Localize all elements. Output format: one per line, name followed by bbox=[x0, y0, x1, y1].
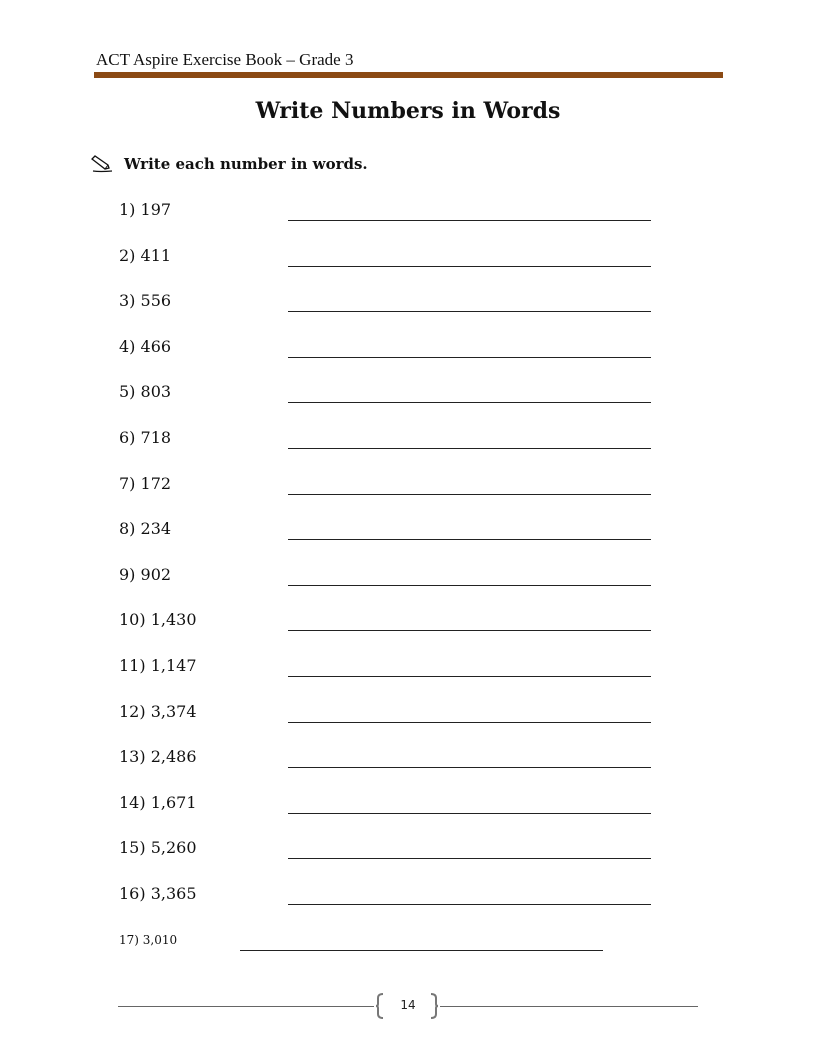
answer-line[interactable] bbox=[288, 722, 651, 723]
answer-line[interactable] bbox=[288, 904, 651, 905]
answer-line[interactable] bbox=[288, 357, 651, 358]
answer-line[interactable] bbox=[288, 266, 651, 267]
question-number: 16) 3,365 bbox=[119, 884, 197, 903]
question-number: 5) 803 bbox=[119, 382, 172, 401]
answer-line[interactable] bbox=[240, 950, 603, 951]
question-number: 4) 466 bbox=[119, 337, 172, 356]
question-number: 11) 1,147 bbox=[119, 656, 197, 675]
footer-rule-right bbox=[440, 1006, 698, 1007]
answer-line[interactable] bbox=[288, 539, 651, 540]
question-row bbox=[0, 519, 816, 549]
question-number: 3) 556 bbox=[119, 291, 172, 310]
question-number: 6) 718 bbox=[119, 428, 172, 447]
question-number: 7) 172 bbox=[119, 474, 172, 493]
instruction-text: Write each number in words. bbox=[124, 155, 368, 173]
question-row bbox=[0, 428, 816, 458]
answer-line[interactable] bbox=[288, 630, 651, 631]
question-number: 10) 1,430 bbox=[119, 610, 197, 629]
question-row bbox=[0, 838, 816, 868]
question-row bbox=[0, 702, 816, 732]
question-number: 2) 411 bbox=[119, 246, 172, 265]
question-row bbox=[0, 793, 816, 823]
answer-line[interactable] bbox=[288, 402, 651, 403]
question-number: 15) 5,260 bbox=[119, 838, 197, 857]
header-rule bbox=[94, 72, 723, 78]
page-title: Write Numbers in Words bbox=[255, 98, 561, 124]
instruction bbox=[90, 155, 368, 173]
question-row bbox=[0, 246, 816, 276]
question-number: 17) 3,010 bbox=[119, 933, 178, 947]
page-number: 14 bbox=[400, 998, 416, 1012]
question-number: 8) 234 bbox=[119, 519, 172, 538]
question-row bbox=[0, 291, 816, 321]
question-row bbox=[0, 656, 816, 686]
question-number: 1) 197 bbox=[119, 200, 172, 219]
question-row bbox=[0, 337, 816, 367]
right-bracket-icon bbox=[429, 993, 438, 1019]
answer-line[interactable] bbox=[288, 585, 651, 586]
question-number: 13) 2,486 bbox=[119, 747, 197, 766]
question-row bbox=[0, 474, 816, 504]
question-row bbox=[0, 382, 816, 412]
answer-line[interactable] bbox=[288, 676, 651, 677]
answer-line[interactable] bbox=[288, 311, 651, 312]
header-title: ACT Aspire Exercise Book – Grade 3 bbox=[96, 50, 354, 69]
question-number: 12) 3,374 bbox=[119, 702, 197, 721]
question-row bbox=[0, 565, 816, 595]
question-row bbox=[0, 930, 816, 960]
answer-line[interactable] bbox=[288, 448, 651, 449]
question-row bbox=[0, 200, 816, 230]
question-number: 9) 902 bbox=[119, 565, 172, 584]
question-row bbox=[0, 747, 816, 777]
question-number: 14) 1,671 bbox=[119, 793, 197, 812]
pencil-icon bbox=[90, 155, 114, 173]
answer-line[interactable] bbox=[288, 858, 651, 859]
footer-rule-left bbox=[118, 1006, 374, 1007]
answer-line[interactable] bbox=[288, 494, 651, 495]
question-row bbox=[0, 884, 816, 914]
question-row bbox=[0, 610, 816, 640]
answer-line[interactable] bbox=[288, 220, 651, 221]
answer-line[interactable] bbox=[288, 813, 651, 814]
left-bracket-icon bbox=[376, 993, 385, 1019]
answer-line[interactable] bbox=[288, 767, 651, 768]
